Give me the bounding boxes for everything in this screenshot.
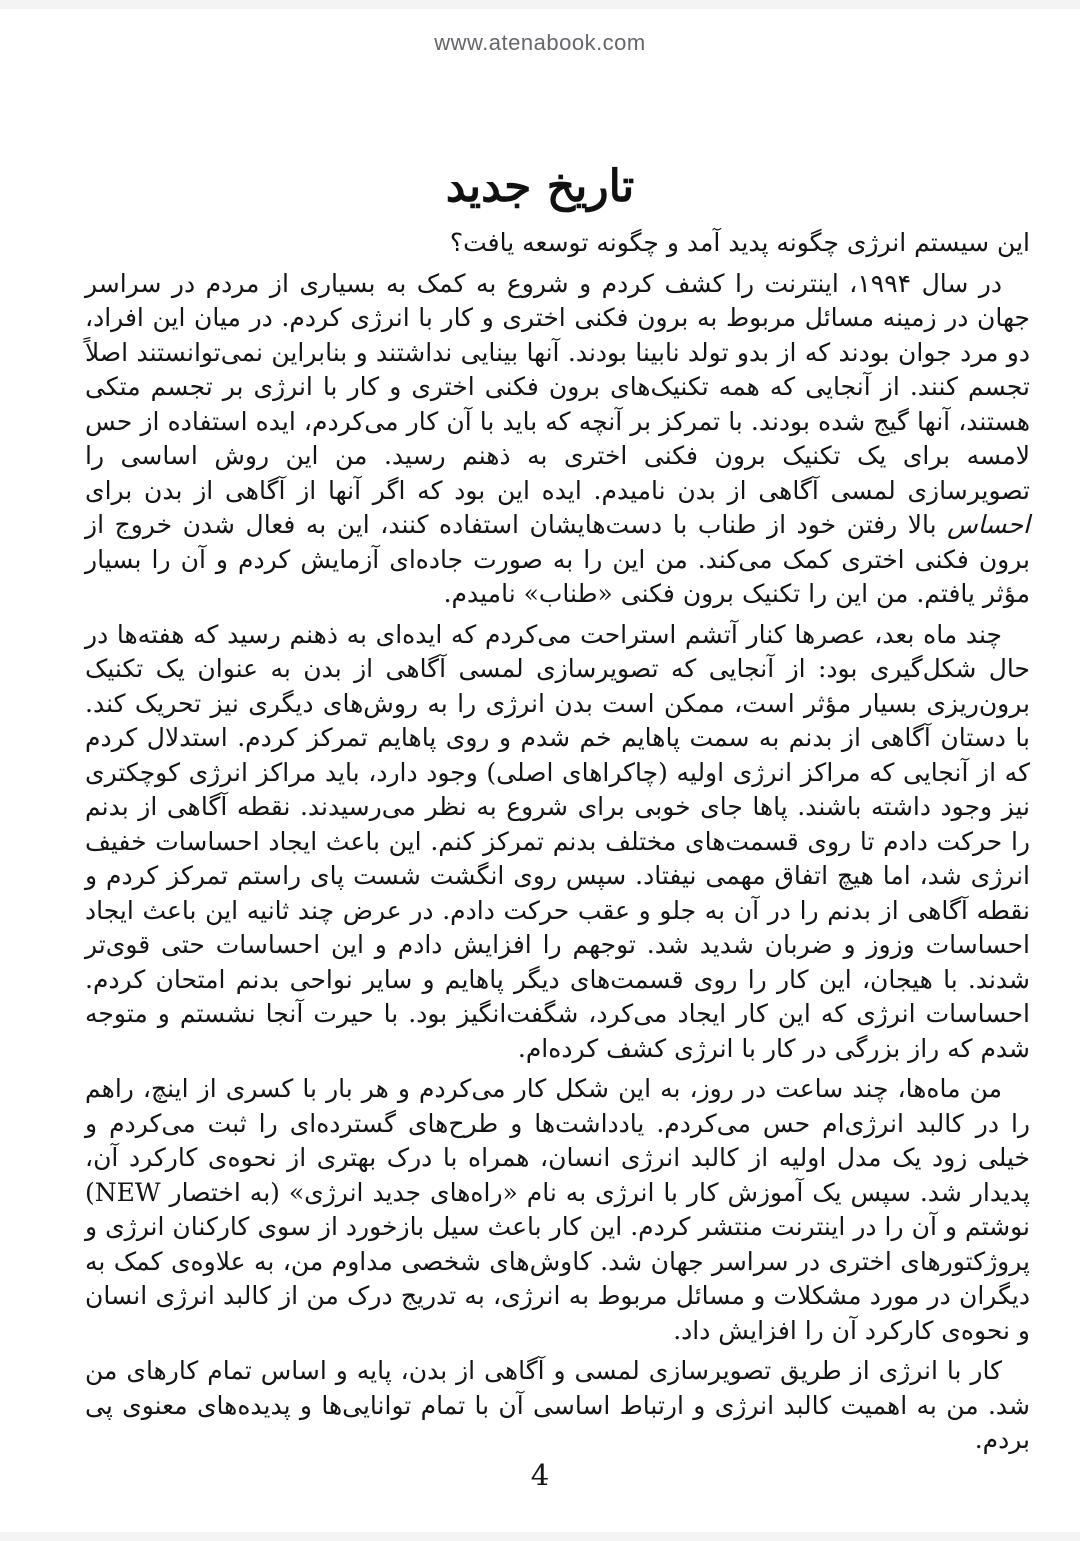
chapter-title: تاریخ جدید: [445, 161, 635, 213]
paragraph-new-tutorial: من ماه‌ها، چند ساعت در روز، به این شکل کار می‌کردم و هر بار با کسری از اینچ، راهم را در کالبد انرژی‌ام حس می‌کردم. یادداشت‌ها و طرح‌های گسترده‌ای را ثبت می‌کردم و خیلی زود یک مدل اولیه از کالبد انرژی انسان، همراه با درک بهتری از نحوه‌ی کارکرد آن، پدیدار شد. سپس یک آموزش کار با انرژی به نام «راه‌های جدید انرژی» (به اختصار NEW) نوشتم و آن را در اینترنت منتشر کردم. این کار باعث سیل بازخورد از سوی کارکنان انرژی و پروژکتورهای اختری در سراسر جهان شد. کاوش‌های شخصی مداوم من، به علاوه‌ی کمک به دیگران در مورد مشکلات و مسائل مربوط به انرژی، به تدریج درک من از کالبد انرژی انسان و نحوه‌ی کارکرد آن را افزایش داد.: [85, 1074, 1030, 1345]
paragraph-discovery-part1: در سال ۱۹۹۴، اینترنت را کشف کردم و شروع به کمک به بسیاری از مردم در سراسر جهان در زمینه مسائل مربوط به برون فکنی اختری و کار با انرژی کردم. در میان این افراد، دو مرد جوان بودند که از بدو تولد نابینا بودند. آنها بینایی نداشتند و بنابراین نمی‌توانستند اصلاً تجسم کنند. از آنجایی که همه تکنیک‌های برون فکنی اختری و کار با انرژی بر تجسم متکی هستند، آنها گیج شده بودند. با تمرکز بر آنچه که باید با آن کار می‌کردم، ایده استفاده از حس لامسه برای یک تکنیک برون فکنی اختری به ذهنم رسید. من این روش اساسی را تصویرسازی لمسی آگاهی از بدن نامیدم. ایده این بود که اگر آنها از آگاهی از بدن برای: [85, 268, 1030, 505]
italic-word-feel: احساس: [947, 510, 1030, 539]
page-edge-top: [0, 0, 1080, 9]
paragraph-discovery: [85, 267, 1030, 612]
paragraph-discovery-part2: بالا رفتن خود از طناب با دست‌هایشان استفاده کنند، این به فعال شدن خروج از برون فکنی اختری کمک می‌کند. من این را به صورت جاده‌ای آزمایش کردم و آن را بسیار مؤثر یافتم. من این را تکنیک برون فکنی «طناب» نامیدم.: [85, 510, 1030, 608]
header-url: www.atenabook.com: [434, 30, 646, 55]
page-edge-bottom: [0, 1532, 1080, 1541]
question-paragraph: این سیستم انرژی چگونه پدید آمد و چگونه توسعه یافت؟: [449, 228, 1030, 257]
page-number: 4: [530, 1458, 550, 1492]
paragraph-conclusion: کار با انرژی از طریق تصویرسازی لمسی و آگاهی از بدن، پایه و اساس تمام کارهای من شد. من به اهمیت کالبد انرژی و ارتباط اساسی آن با تمام توانایی‌ها و پدیده‌های معنوی پی بردم.: [85, 1356, 1030, 1454]
body-text: [85, 226, 1030, 1458]
paragraph-campfire-idea: چند ماه بعد، عصرها کنار آتشم استراحت می‌کردم که ایده‌ای به ذهنم رسید که هفته‌ها در حال شکل‌گیری بود: از آنجایی که تصویرسازی لمسی آگاهی از بدن به عنوان یک تکنیک برون‌ریزی بسیار مؤثر است، ممکن است بدن انرژی را به روش‌های دیگری نیز تحریک کند. با دستان آگاهی از بدنم به سمت پاهایم خم شدم و روی پاهایم تمرکز کردم. استدلال کردم که از آنجایی که مراکز انرژی اولیه (چاکراهای اصلی) وجود دارد، باید مراکز انرژی کوچکتری نیز وجود داشته باشند. پاها جای خوبی برای شروع به نظر می‌رسیدند. نقطه آگاهی از بدنم را حرکت دادم تا روی قسمت‌های مختلف بدنم تمرکز کنم. این باعث ایجاد احساسات خفیف انرژی شد، اما هیچ اتفاق مهمی نیفتاد. سپس روی انگشت شست پای راستم تمرکز کردم و نقطه آگاهی از بدنم را در آن به جلو و عقب حرکت دادم. در عرض چند ثانیه این باعث ایجاد احساسات وزوز و ضربان شدید شد. توجهم را افزایش دادم و این احساسات حتی قوی‌تر شدند. با هیجان، این کار را روی قسمت‌های دیگر پاهایم و سایر نواحی بدنم امتحان کردم. احساسات انرژی که این کار ایجاد می‌کرد، شگفت‌انگیز بود. با حیرت آنجا نشستم و متوجه شدم که راز بزرگی در کار با انرژی کشف کرده‌ام.: [85, 619, 1031, 1063]
